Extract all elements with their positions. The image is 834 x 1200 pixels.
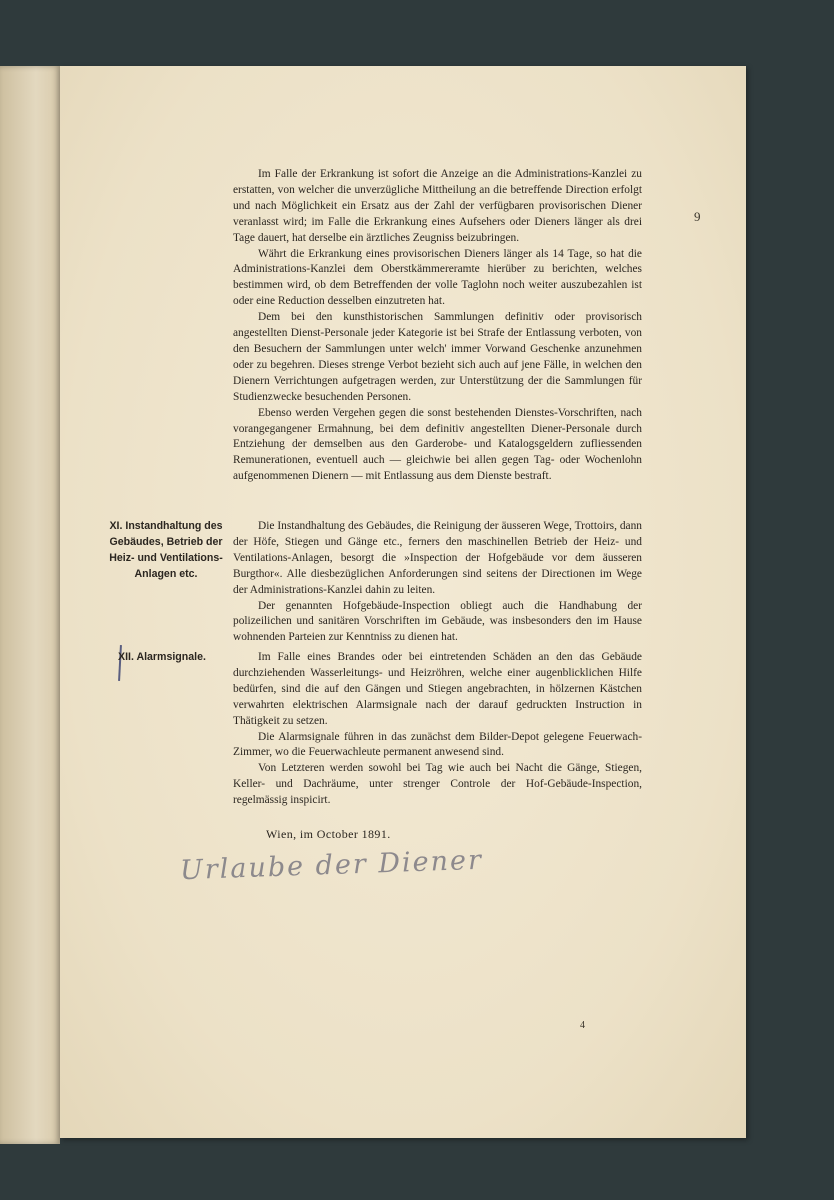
- section-xi-paragraph: Die Instandhaltung des Gebäudes, die Reinigung der äusseren Wege, Trottoirs, dann der Höfe, Stiegen und Gänge etc., ferners den maschinellen Betrieb der Heiz- und Ventilations-Anlagen, besorgt die »Inspection der Hofgebäude vor dem äusseren Burgthor«. Alle diesbezüglichen Anforderungen sind seitens der Directionen im Wege der Administrations-Kanzlei dahin zu leiten.: [233, 520, 642, 596]
- section-xii-heading: XII. Alarmsignale.: [118, 651, 206, 663]
- intro-section: [233, 167, 642, 485]
- intro-paragraph: Währt die Erkrankung eines provisorischen Dieners länger als 14 Tage, so hat die Administrations-Kanzlei dem Oberstkämmereramte hierüber zu berichten, welches bestimmen wird, ob dem Betreffenden der volle Taglohn noch weiter auszubezahlen ist oder eine Reduction desselben einzutreten hat.: [233, 247, 642, 308]
- date-line: Wien, im October 1891.: [266, 827, 391, 841]
- intro-paragraph: Im Falle der Erkrankung ist sofort die Anzeige an die Administrations-Kanzlei zu erstatten, von welcher die unverzügliche Mittheilung an die betreffende Direction erfolgt und nach Möglichkeit ein Ersatz aus der Zahl der verfügbaren provisorischen Diener veranlasst wird; im Falle die Erkrankung eines Aufsehers oder Dieners länger als drei Tage dauert, hat derselbe ein ärztliches Zeugniss beizubringen.: [233, 168, 642, 244]
- section-xii-body: [233, 650, 642, 809]
- section-xi-body: [233, 519, 642, 646]
- intro-paragraph: Dem bei den kunsthistorischen Sammlungen definitiv oder provisorisch angestellten Dienst-Personale jeder Kategorie ist bei Strafe der Entlassung verboten, von den Besuchern der Sammlungen unter welch' immer Vorwand Geschenke anzunehmen oder zu begehren. Dieses strenge Verbot bezieht sich auch auf jene Fälle, in welchen den Dienern Verrichtungen aufgetragen werden, zur Unterstützung der die Sammlungen für Studienzwecke besuchenden Personen.: [233, 311, 642, 403]
- intro-paragraph: Ebenso werden Vergehen gegen die sonst bestehenden Dienstes-Vorschriften, nach vorangegangener Ermahnung, bei dem definitiv angestellten Diener-Personale durch Entziehung der demselben aus den Garderobe- und Katalogsgeldern zufliessenden Remunerationen, eventuell auch — gleichwie bei allen gegen Tag- oder Wochenlohn aufgenommenen Dienern — mit Entlassung aus dem Dienste bestraft.: [233, 406, 642, 483]
- page-number: 9: [694, 209, 701, 224]
- left-page-edge: [0, 66, 60, 1144]
- section-xi-paragraph: Der genannten Hofgebäude-Inspection obliegt auch die Handhabung der polizeilichen und sanitären Vorschriften im Gebäude, was insbesonders den im Hause wohnenden Parteien zur Kenntniss zu dienen hat.: [233, 599, 642, 644]
- section-xii-paragraph: Im Falle eines Brandes oder bei eintretenden Schäden an den das Gebäude durchziehenden Wasserleitungs- und Heizröhren, welche einer augenblicklichen Hilfe bedürfen, sind die auf den Gängen und Stiegen angebrachten, in hölzernen Kästchen verwahrten elektrischen Alarmsignale nach der darauf gedruckten Instruction in Thätigkeit zu setzen.: [233, 651, 642, 727]
- sheet-number: 4: [580, 1020, 585, 1031]
- section-xi-heading: XI. Instandhaltung des Gebäudes, Betrieb der Heiz- und Ventilations-Anlagen etc.: [109, 520, 223, 580]
- section-xii-paragraph: Von Letzteren werden sowohl bei Tag wie auch bei Nacht die Gänge, Stiegen, Keller- und Dachräume, unter strenger Controle der Hof-Gebäude-Inspection, regelmässig inspicirt.: [233, 762, 642, 807]
- section-xii-paragraph: Die Alarmsignale führen in das zunächst dem Bilder-Depot gelegene Feuerwach-Zimmer, wo die Feuerwachleute permanent anwesend sind.: [233, 730, 642, 759]
- handwritten-note: Urlaube der Diener: [179, 844, 484, 887]
